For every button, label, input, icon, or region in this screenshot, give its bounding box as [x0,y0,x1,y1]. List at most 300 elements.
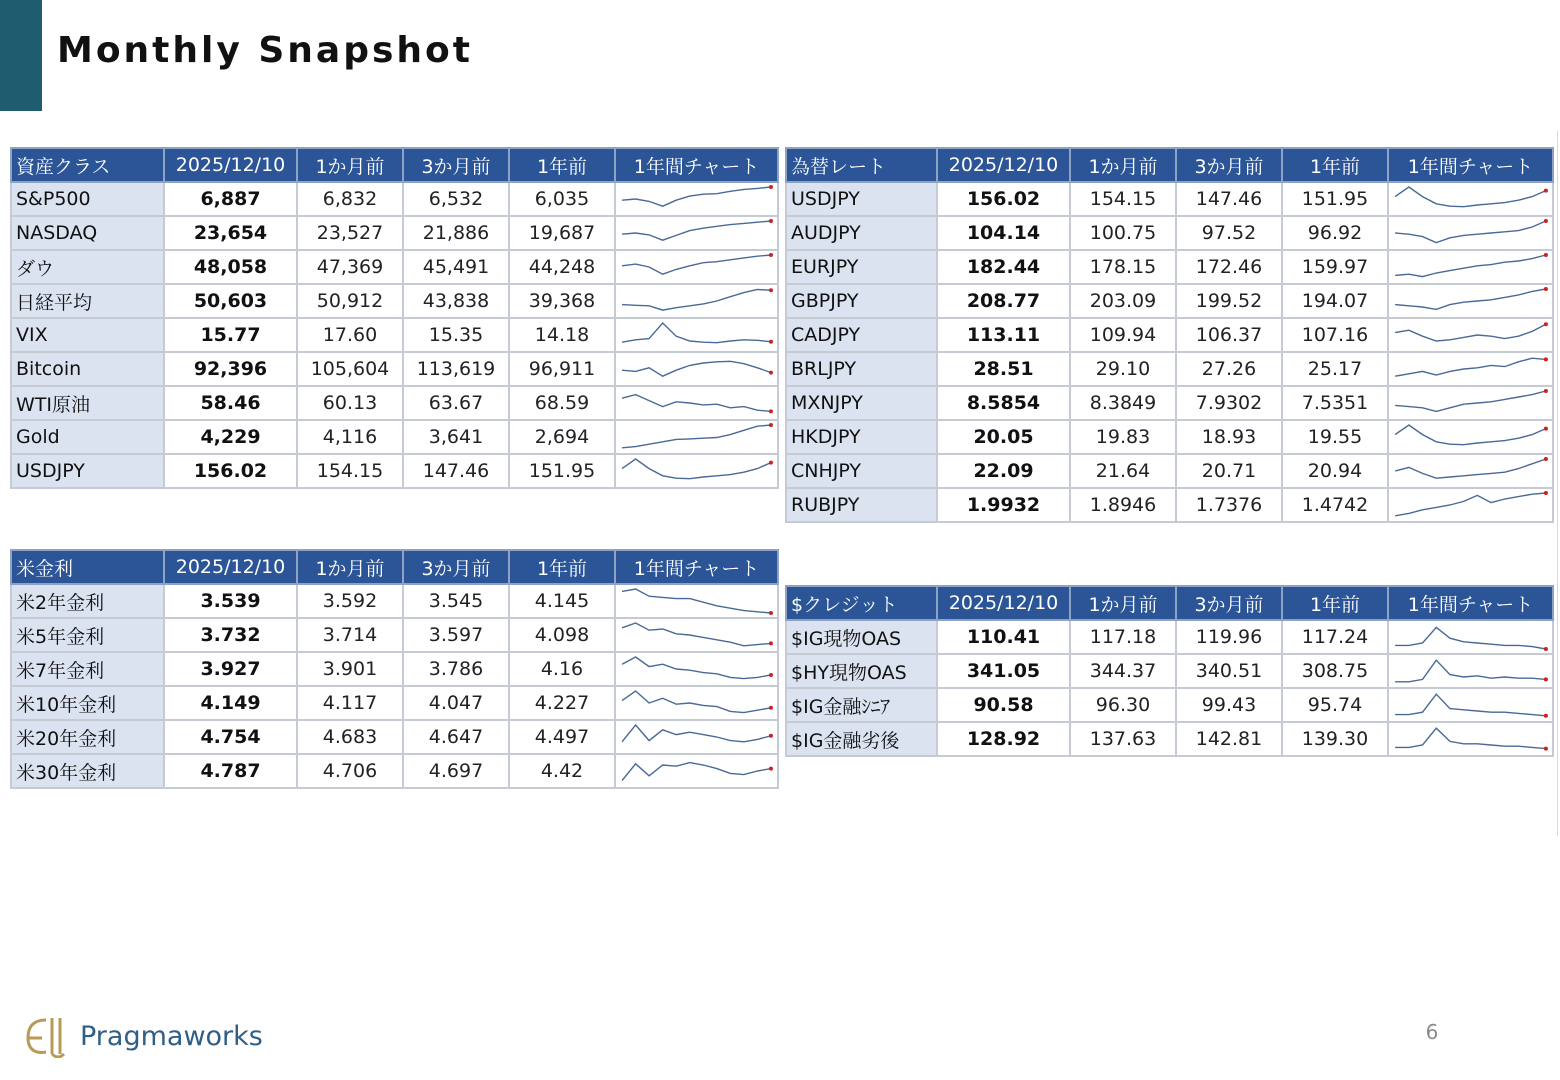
sparkline-end-marker [1544,747,1548,751]
current-value-cell: 182.44 [937,250,1070,284]
sparkline-cell [615,386,778,420]
current-value-cell: 208.77 [937,284,1070,318]
one-month-ago-cell: 203.09 [1070,284,1176,318]
sparkline-end-marker [1544,647,1548,651]
table-row [786,420,1553,454]
divider [1557,131,1558,836]
one-month-ago-cell: 3.592 [297,584,403,618]
one-year-ago-cell: 14.18 [509,318,615,352]
three-months-ago-header: 3か月前 [1176,586,1282,620]
row-label: S&P500 [11,182,164,216]
one-year-ago-cell: 4.16 [509,652,615,686]
sparkline-chart [1389,655,1552,687]
sparkline-cell [615,216,778,250]
sparkline-line [622,763,771,781]
one-month-ago-cell: 100.75 [1070,216,1176,250]
sparkline-end-marker [1544,357,1548,361]
table-row [11,652,778,686]
sparkline-line [1395,289,1546,309]
one-year-ago-cell: 19.55 [1282,420,1388,454]
one-month-ago-header: 1か月前 [1070,148,1176,182]
current-value-cell: 8.5854 [937,386,1070,420]
one-year-ago-cell: 4.42 [509,754,615,788]
sparkline-line [1395,187,1546,207]
sparkline-cell [1388,488,1553,522]
sparkline-line [1395,255,1546,277]
sparkline-cell [1388,722,1553,756]
chart-header: 1年間チャート [1388,586,1553,620]
sparkline-chart [616,585,777,617]
sparkline-line [1395,391,1546,411]
three-months-ago-cell: 4.047 [403,686,509,720]
sparkline-end-marker [769,219,773,223]
table-header-row [11,148,778,182]
one-month-ago-cell: 96.30 [1070,688,1176,722]
one-year-ago-cell: 4.098 [509,618,615,652]
current-date-header: 2025/12/10 [937,148,1070,182]
table-row [786,216,1553,250]
sparkline-cell [1388,352,1553,386]
sparkline-cell [1388,250,1553,284]
sparkline-chart [616,251,777,283]
row-label: HKDJPY [786,420,937,454]
one-year-ago-cell: 1.4742 [1282,488,1388,522]
three-months-ago-cell: 142.81 [1176,722,1282,756]
one-year-ago-cell: 159.97 [1282,250,1388,284]
label-header: 為替レート [786,148,937,182]
sparkline-chart [1389,387,1552,419]
table-row [786,688,1553,722]
row-label: Bitcoin [11,352,164,386]
sparkline-cell [615,720,778,754]
sparkline-line [1395,425,1546,445]
row-label: 米20年金利 [11,720,164,754]
sparkline-cell [615,584,778,618]
table-row [11,250,778,284]
chart-header: 1年間チャート [615,148,778,182]
one-year-ago-header: 1年前 [1282,586,1388,620]
three-months-ago-cell: 147.46 [1176,182,1282,216]
one-year-ago-header: 1年前 [509,148,615,182]
one-year-ago-cell: 107.16 [1282,318,1388,352]
row-label: 米5年金利 [11,618,164,652]
table-row [11,754,778,788]
one-year-ago-cell: 308.75 [1282,654,1388,688]
row-label: 日経平均 [11,284,164,318]
sparkline-cell [615,352,778,386]
three-months-ago-cell: 1.7376 [1176,488,1282,522]
current-value-cell: 1.9932 [937,488,1070,522]
sparkline-end-marker [769,423,773,427]
logo-mark-icon [24,1014,72,1058]
one-year-ago-cell: 44,248 [509,250,615,284]
row-label: ダウ [11,250,164,284]
table-row [11,420,778,454]
sparkline-cell [615,618,778,652]
sparkline-end-marker [769,340,773,344]
one-month-ago-cell: 117.18 [1070,620,1176,654]
sparkline-chart [1389,455,1552,487]
one-year-ago-cell: 19,687 [509,216,615,250]
current-value-cell: 156.02 [164,454,297,488]
sparkline-cell [615,686,778,720]
logo-text: Pragmaworks [80,1020,263,1052]
sparkline-chart [1389,421,1552,453]
row-label: 米10年金利 [11,686,164,720]
table-row [786,654,1553,688]
sparkline-line [622,425,771,448]
three-months-ago-cell: 199.52 [1176,284,1282,318]
one-month-ago-cell: 3.901 [297,652,403,686]
current-date-header: 2025/12/10 [164,148,297,182]
table-row [11,386,778,420]
sparkline-line [1395,358,1546,376]
table-row [786,182,1553,216]
sparkline-chart [616,755,777,787]
current-value-cell: 4.754 [164,720,297,754]
row-label: USDJPY [786,182,937,216]
table-row [786,318,1553,352]
three-months-ago-cell: 43,838 [403,284,509,318]
sparkline-cell [615,652,778,686]
row-label: VIX [11,318,164,352]
sparkline-line [1395,324,1546,341]
sparkline-cell [1388,420,1553,454]
sparkline-line [622,361,771,376]
three-months-ago-cell: 27.26 [1176,352,1282,386]
current-value-cell: 113.11 [937,318,1070,352]
sparkline-end-marker [769,641,773,645]
sparkline-end-marker [1544,189,1548,193]
row-label: WTI原油 [11,386,164,420]
one-year-ago-cell: 151.95 [1282,182,1388,216]
row-label: BRLJPY [786,352,937,386]
three-months-ago-cell: 21,886 [403,216,509,250]
sparkline-chart [616,721,777,753]
one-year-ago-cell: 96.92 [1282,216,1388,250]
label-header: 米金利 [11,550,164,584]
sparkline-cell [1388,688,1553,722]
current-value-cell: 23,654 [164,216,297,250]
sparkline-line [622,395,771,412]
sparkline-chart [616,285,777,317]
fx-rate-table [785,147,1554,523]
table-row [786,352,1553,386]
current-date-header: 2025/12/10 [164,550,297,584]
sparkline-cell [615,420,778,454]
sparkline-chart [1389,217,1552,249]
three-months-ago-cell: 6,532 [403,182,509,216]
sparkline-chart [1389,689,1552,721]
sparkline-line [1395,459,1546,478]
table-row [11,720,778,754]
table-row [786,488,1553,522]
sparkline-cell [615,754,778,788]
sparkline-chart [616,353,777,385]
one-month-ago-cell: 29.10 [1070,352,1176,386]
current-value-cell: 22.09 [937,454,1070,488]
one-year-ago-header: 1年前 [509,550,615,584]
row-label: 米7年金利 [11,652,164,686]
current-value-cell: 4,229 [164,420,297,454]
current-value-cell: 4.149 [164,686,297,720]
one-month-ago-header: 1か月前 [297,148,403,182]
one-year-ago-cell: 96,911 [509,352,615,386]
sparkline-end-marker [1544,427,1548,431]
sparkline-end-marker [769,371,773,375]
one-month-ago-cell: 23,527 [297,216,403,250]
current-value-cell: 110.41 [937,620,1070,654]
sparkline-end-marker [769,673,773,677]
three-months-ago-cell: 3.597 [403,618,509,652]
sparkline-end-marker [769,185,773,189]
one-month-ago-header: 1か月前 [1070,586,1176,620]
sparkline-cell [615,284,778,318]
sparkline-cell [1388,386,1553,420]
three-months-ago-cell: 45,491 [403,250,509,284]
sparkline-cell [1388,454,1553,488]
one-month-ago-cell: 344.37 [1070,654,1176,688]
sparkline-end-marker [769,461,773,465]
sparkline-cell [1388,654,1553,688]
sparkline-chart [616,183,777,215]
one-month-ago-cell: 8.3849 [1070,386,1176,420]
three-months-ago-header: 3か月前 [403,550,509,584]
one-month-ago-cell: 6,832 [297,182,403,216]
sparkline-end-marker [1544,389,1548,393]
one-year-ago-header: 1年前 [1282,148,1388,182]
sparkline-line [622,657,771,679]
three-months-ago-header: 3か月前 [403,148,509,182]
one-month-ago-cell: 50,912 [297,284,403,318]
sparkline-chart [616,653,777,685]
one-year-ago-cell: 20.94 [1282,454,1388,488]
current-value-cell: 6,887 [164,182,297,216]
sparkline-chart [1389,489,1552,521]
three-months-ago-cell: 4.697 [403,754,509,788]
one-month-ago-cell: 1.8946 [1070,488,1176,522]
three-months-ago-cell: 63.67 [403,386,509,420]
current-value-cell: 3.539 [164,584,297,618]
table-header-row [786,148,1553,182]
label-header: $クレジット [786,586,937,620]
three-months-ago-cell: 119.96 [1176,620,1282,654]
three-months-ago-cell: 3,641 [403,420,509,454]
table-row [786,386,1553,420]
sparkline-chart [1389,723,1552,755]
sparkline-chart [1389,319,1552,351]
one-month-ago-cell: 154.15 [297,454,403,488]
sparkline-cell [615,182,778,216]
company-logo [24,1014,263,1058]
one-year-ago-cell: 4.497 [509,720,615,754]
sparkline-chart [1389,621,1552,653]
page-number: 6 [1425,1020,1439,1044]
table-row [11,318,778,352]
row-label: $IG金融劣後 [786,722,937,756]
usd-credit-table [785,585,1554,757]
sparkline-line [1395,728,1546,748]
current-value-cell: 156.02 [937,182,1070,216]
table-row [11,182,778,216]
sparkline-line [1395,660,1546,682]
one-year-ago-cell: 4.227 [509,686,615,720]
chart-header: 1年間チャート [615,550,778,584]
sparkline-end-marker [769,767,773,771]
three-months-ago-cell: 113,619 [403,352,509,386]
current-value-cell: 48,058 [164,250,297,284]
row-label: RUBJPY [786,488,937,522]
sparkline-cell [615,318,778,352]
three-months-ago-cell: 147.46 [403,454,509,488]
table-header-row [786,586,1553,620]
one-month-ago-cell: 60.13 [297,386,403,420]
sparkline-line [622,725,771,742]
three-months-ago-cell: 99.43 [1176,688,1282,722]
row-label: AUDJPY [786,216,937,250]
current-value-cell: 3.927 [164,652,297,686]
one-year-ago-cell: 7.5351 [1282,386,1388,420]
sparkline-line [622,323,771,343]
sparkline-cell [1388,182,1553,216]
table-row [786,722,1553,756]
one-year-ago-cell: 139.30 [1282,722,1388,756]
sparkline-cell [615,250,778,284]
one-year-ago-cell: 2,694 [509,420,615,454]
three-months-ago-cell: 172.46 [1176,250,1282,284]
three-months-ago-cell: 340.51 [1176,654,1282,688]
sparkline-line [622,623,771,646]
one-year-ago-cell: 25.17 [1282,352,1388,386]
one-month-ago-cell: 19.83 [1070,420,1176,454]
one-year-ago-cell: 6,035 [509,182,615,216]
current-value-cell: 104.14 [937,216,1070,250]
sparkline-cell [1388,284,1553,318]
sparkline-cell [1388,620,1553,654]
sparkline-end-marker [1544,457,1548,461]
current-value-cell: 50,603 [164,284,297,318]
one-year-ago-cell: 151.95 [509,454,615,488]
sparkline-chart [616,455,777,487]
row-label: $IG現物OAS [786,620,937,654]
sparkline-line [622,459,771,479]
sparkline-cell [1388,216,1553,250]
three-months-ago-cell: 4.647 [403,720,509,754]
sparkline-cell [1388,318,1553,352]
one-month-ago-cell: 105,604 [297,352,403,386]
row-label: 米2年金利 [11,584,164,618]
asset-class-table [10,147,779,489]
table-row [11,454,778,488]
three-months-ago-cell: 3.545 [403,584,509,618]
current-value-cell: 20.05 [937,420,1070,454]
one-year-ago-cell: 4.145 [509,584,615,618]
sparkline-end-marker [769,706,773,710]
table-row [11,284,778,318]
sparkline-line [622,255,771,274]
one-year-ago-cell: 39,368 [509,284,615,318]
sparkline-chart [1389,353,1552,385]
three-months-ago-cell: 106.37 [1176,318,1282,352]
one-month-ago-cell: 109.94 [1070,318,1176,352]
sparkline-end-marker [1544,677,1548,681]
sparkline-end-marker [769,611,773,615]
current-value-cell: 58.46 [164,386,297,420]
sparkline-line [1395,694,1546,716]
one-month-ago-cell: 4.706 [297,754,403,788]
one-year-ago-cell: 68.59 [509,386,615,420]
row-label: Gold [11,420,164,454]
row-label: CADJPY [786,318,937,352]
table-row [786,620,1553,654]
sparkline-chart [616,217,777,249]
one-month-ago-cell: 3.714 [297,618,403,652]
sparkline-line [622,221,771,240]
one-month-ago-header: 1か月前 [297,550,403,584]
three-months-ago-header: 3か月前 [1176,148,1282,182]
row-label: EURJPY [786,250,937,284]
label-header: 資産クラス [11,148,164,182]
row-label: NASDAQ [11,216,164,250]
sparkline-chart [616,687,777,719]
row-label: GBPJPY [786,284,937,318]
three-months-ago-cell: 97.52 [1176,216,1282,250]
sparkline-line [622,589,771,613]
sparkline-line [622,187,771,206]
one-month-ago-cell: 178.15 [1070,250,1176,284]
table-row [11,584,778,618]
us-rates-table [10,549,779,789]
one-month-ago-cell: 4.683 [297,720,403,754]
sparkline-chart [616,421,777,453]
table-row [11,686,778,720]
one-month-ago-cell: 4.117 [297,686,403,720]
title-accent-bar [0,0,42,111]
sparkline-end-marker [1544,287,1548,291]
table-row [786,454,1553,488]
current-value-cell: 92,396 [164,352,297,386]
current-value-cell: 128.92 [937,722,1070,756]
three-months-ago-cell: 20.71 [1176,454,1282,488]
current-value-cell: 3.732 [164,618,297,652]
sparkline-chart [616,387,777,419]
sparkline-end-marker [769,409,773,413]
one-year-ago-cell: 95.74 [1282,688,1388,722]
table-row [786,250,1553,284]
three-months-ago-cell: 18.93 [1176,420,1282,454]
sparkline-line [622,290,771,311]
sparkline-line [1395,627,1546,649]
current-value-cell: 90.58 [937,688,1070,722]
chart-header: 1年間チャート [1388,148,1553,182]
three-months-ago-cell: 7.9302 [1176,386,1282,420]
row-label: CNHJPY [786,454,937,488]
table-row [11,352,778,386]
sparkline-end-marker [1544,714,1548,718]
current-value-cell: 341.05 [937,654,1070,688]
one-year-ago-cell: 194.07 [1282,284,1388,318]
one-month-ago-cell: 21.64 [1070,454,1176,488]
sparkline-end-marker [1544,253,1548,257]
table-row [786,284,1553,318]
sparkline-end-marker [769,253,773,257]
table-row [11,618,778,652]
sparkline-end-marker [769,288,773,292]
row-label: $HY現物OAS [786,654,937,688]
current-value-cell: 15.77 [164,318,297,352]
one-month-ago-cell: 47,369 [297,250,403,284]
current-date-header: 2025/12/10 [937,586,1070,620]
